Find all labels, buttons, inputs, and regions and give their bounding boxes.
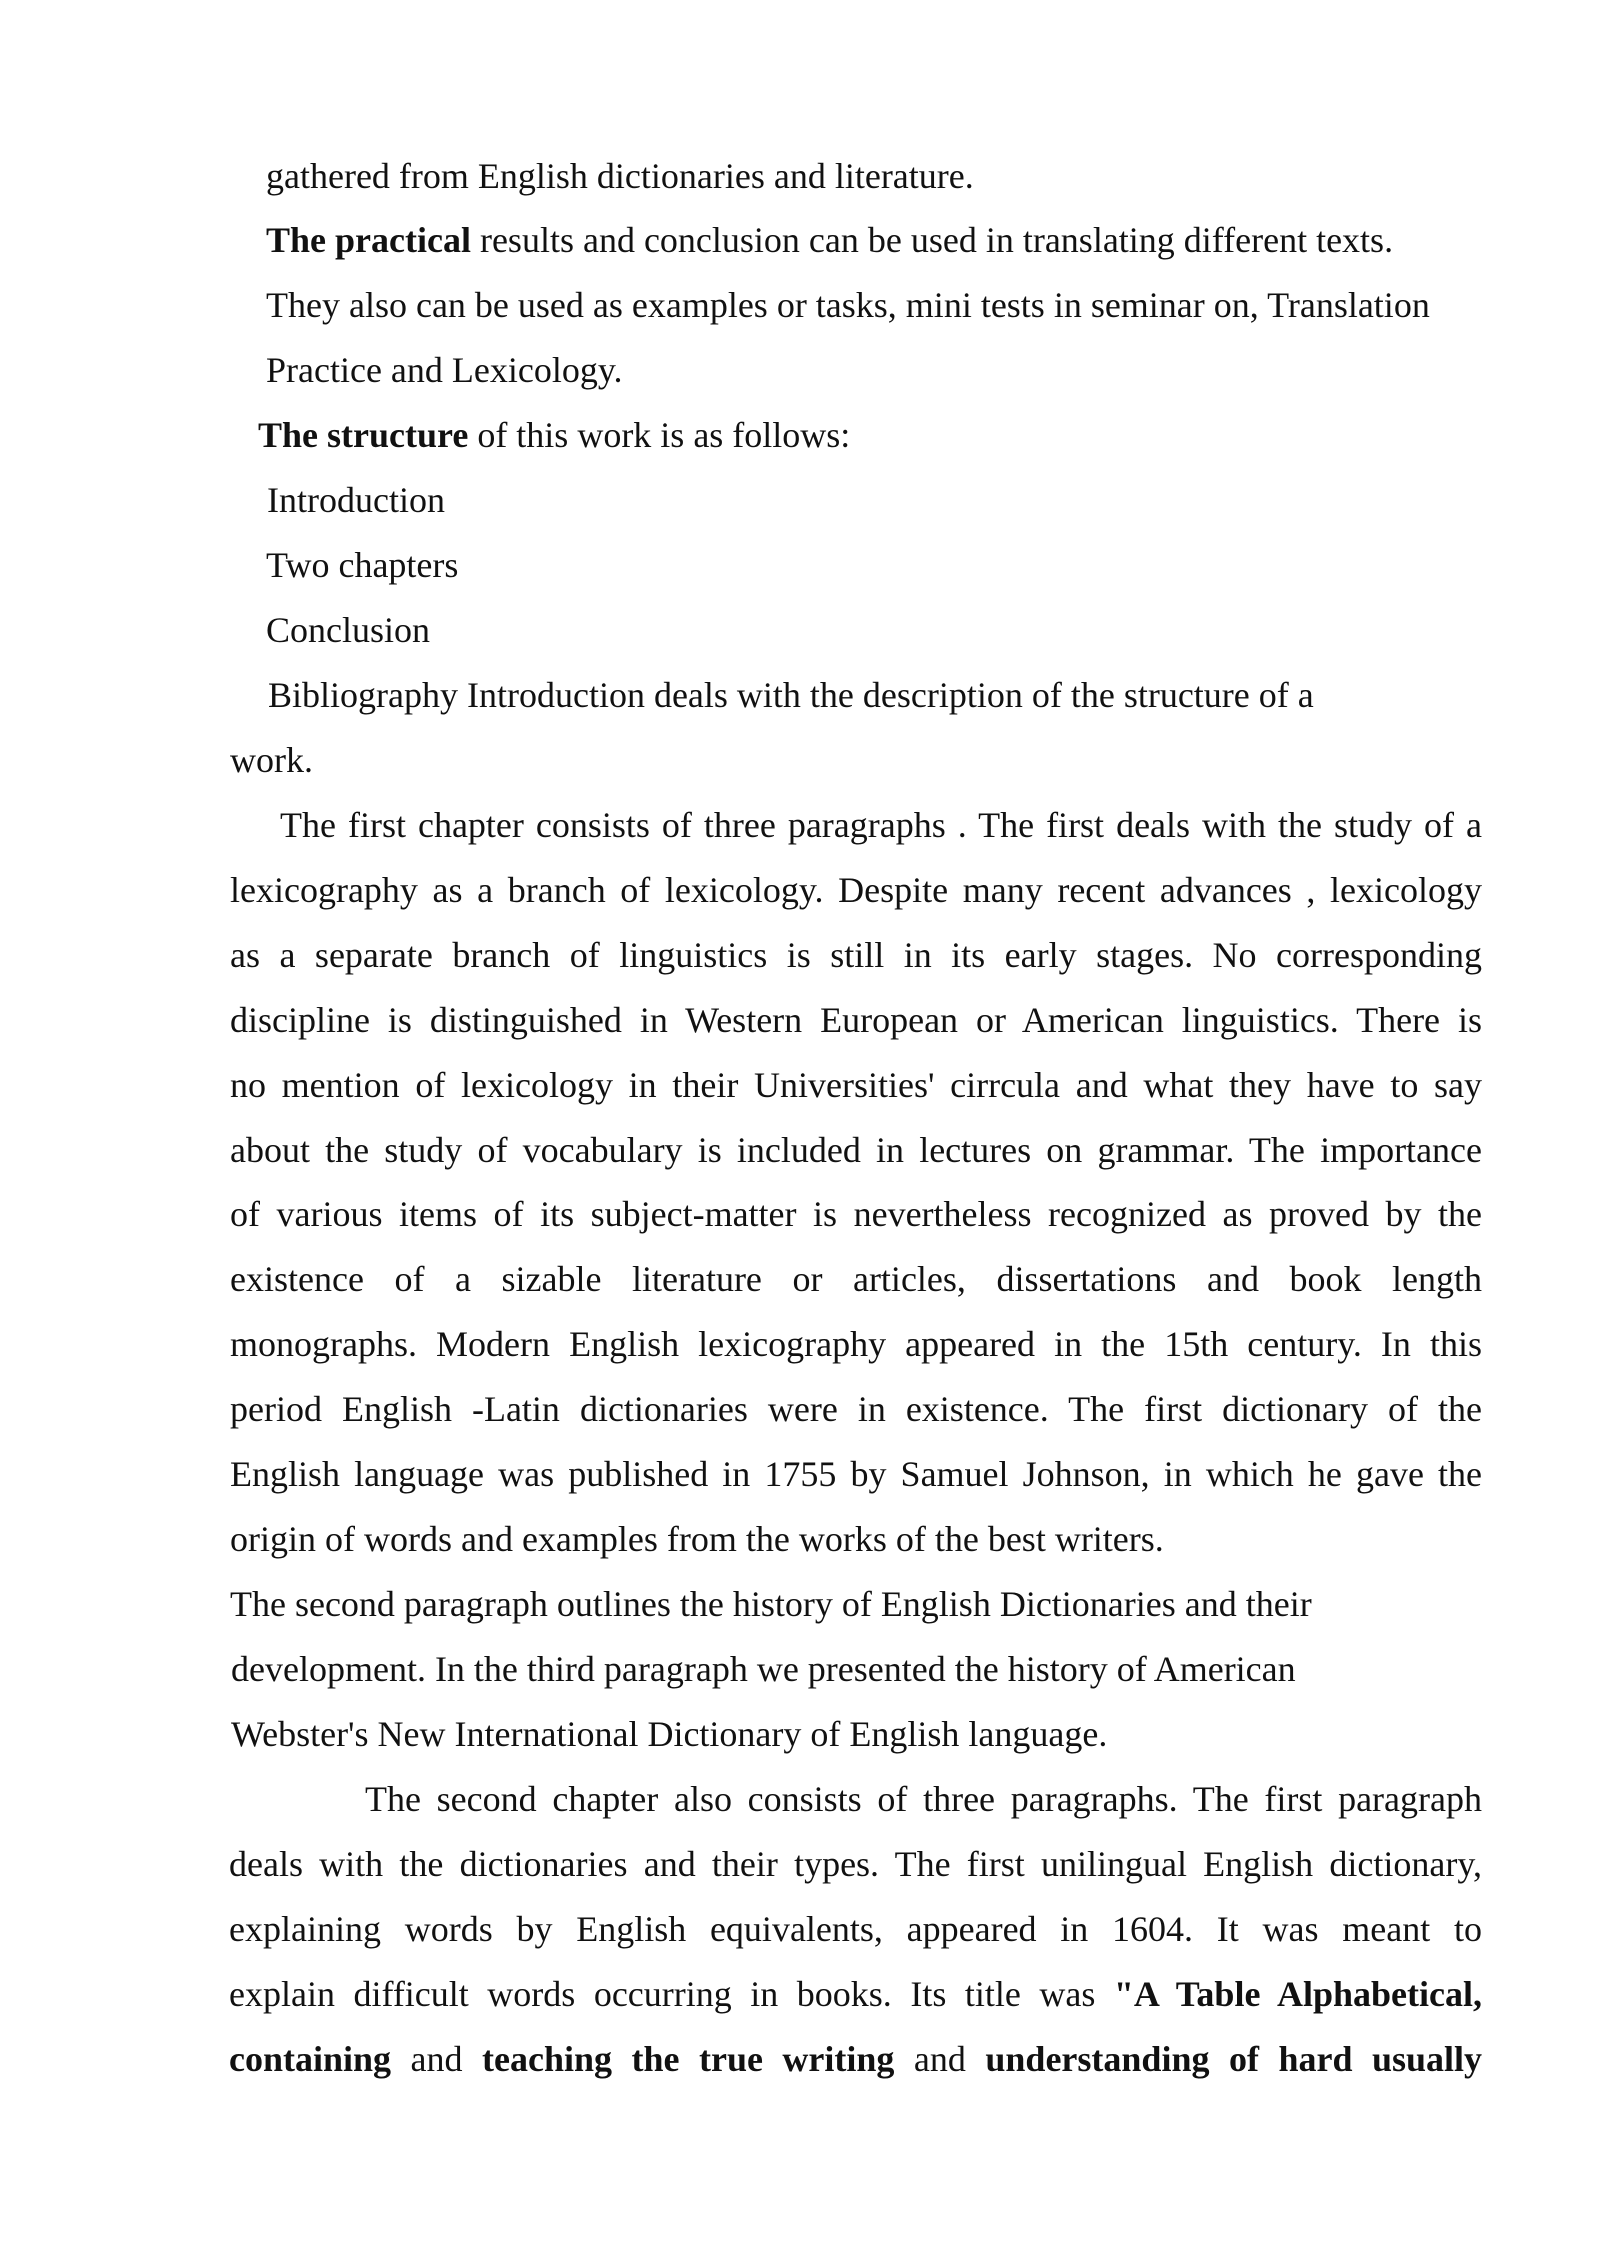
practical-rest-text: results and conclusion can be used in translating different texts. xyxy=(470,220,1394,260)
chapter2-line-4-plain: explain difficult words occurring in books. Its title was xyxy=(229,1974,1114,2014)
intro-line-1: gathered from English dictionaries and literature. xyxy=(266,156,974,196)
paragraph2-line-3: Webster's New International Dictionary of English language. xyxy=(231,1714,1108,1754)
chapter2-line-5 xyxy=(229,2041,1482,2077)
chapter1-line-5: no mention of lexicology in their Universities' cirrcula and what they have to say xyxy=(230,1065,1482,1105)
chapter1-line-4: discipline is distinguished in Western European or American linguistics. There is xyxy=(230,1000,1482,1040)
chapter1-line-12: origin of words and examples from the works of the best writers. xyxy=(230,1519,1164,1559)
structure-bold-label: The structure xyxy=(258,415,469,455)
chapter1-line-8: existence of a sizable literature or articles, dissertations and book length xyxy=(230,1259,1482,1299)
chapter2-line-4 xyxy=(229,1976,1482,2012)
title-connector-1: and xyxy=(391,2039,483,2079)
chapter1-line-6: about the study of vocabulary is included in lectures on grammar. The importance xyxy=(230,1130,1482,1170)
intro-line-3: They also can be used as examples or tasks, mini tests in seminar on, Translation xyxy=(266,285,1430,325)
title-part-teaching: teaching the true writing xyxy=(482,2039,895,2079)
intro-line-4: Practice and Lexicology. xyxy=(266,350,623,390)
chapter1-line-1: The first chapter consists of three paragraphs . The first deals with the study of a xyxy=(280,805,1482,845)
practical-results-line xyxy=(266,222,1393,258)
structure-item-two-chapters: Two chapters xyxy=(266,545,459,585)
chapter1-line-2: lexicography as a branch of lexicology. Despite many recent advances , lexicology xyxy=(230,870,1482,910)
bibliography-continuation: work. xyxy=(230,740,313,780)
title-part-containing: containing xyxy=(229,2039,392,2079)
chapter1-line-9: monographs. Modern English lexicography appeared in the 15th century. In this xyxy=(230,1324,1482,1364)
chapter1-line-10: period English -Latin dictionaries were in existence. The first dictionary of the xyxy=(230,1389,1482,1429)
chapter2-line-2: deals with the dictionaries and their types. The first unilingual English dictionary, xyxy=(229,1844,1482,1884)
paragraph2-line-1: The second paragraph outlines the history of English Dictionaries and their xyxy=(230,1584,1312,1624)
title-connector-2: and xyxy=(894,2039,986,2079)
structure-item-introduction: Introduction xyxy=(267,480,445,520)
table-alphabetical-title: "A Table Alphabetical, xyxy=(1113,1974,1482,2014)
chapter1-line-11: English language was published in 1755 by Samuel Johnson, in which he gave the xyxy=(230,1454,1482,1494)
bibliography-line: Bibliography Introduction deals with the description of the structure of a xyxy=(268,675,1314,715)
structure-rest-text: of this work is as follows: xyxy=(468,415,851,455)
chapter1-line-3: as a separate branch of linguistics is still in its early stages. No corresponding xyxy=(230,935,1482,975)
practical-bold-label: The practical xyxy=(266,220,471,260)
chapter2-line-3: explaining words by English equivalents, appeared in 1604. It was meant to xyxy=(229,1909,1482,1949)
structure-heading-line xyxy=(258,417,850,453)
chapter2-line-1: The second chapter also consists of three paragraphs. The first paragraph xyxy=(365,1779,1482,1819)
paragraph2-line-2: development. In the third paragraph we presented the history of American xyxy=(231,1649,1296,1689)
structure-item-conclusion: Conclusion xyxy=(266,610,431,650)
title-part-understanding: understanding of hard usually xyxy=(985,2039,1483,2079)
chapter1-line-7: of various items of its subject-matter is nevertheless recognized as proved by the xyxy=(230,1194,1482,1234)
